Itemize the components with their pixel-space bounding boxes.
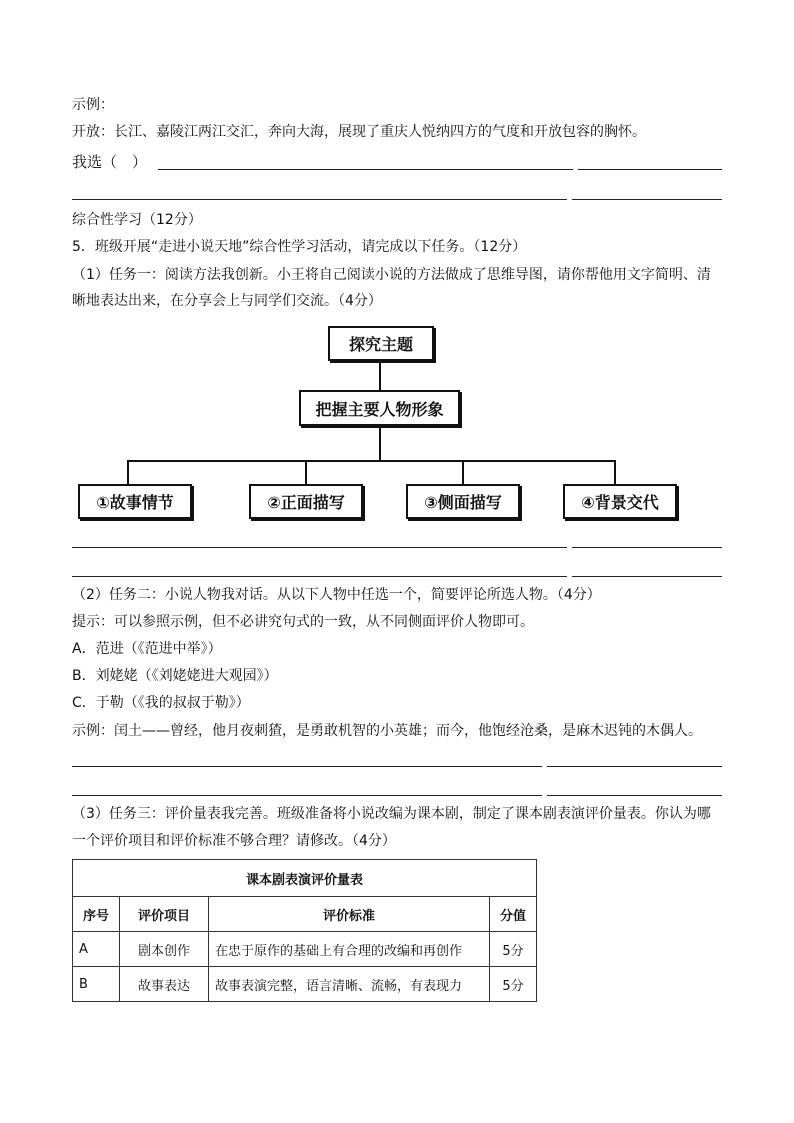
example-text: 开放：长江、嘉陵江两江交汇，奔向大海，展现了重庆人悦纳四方的气度和开放包容的胸怀。 [72, 124, 646, 140]
connector-line [614, 460, 616, 484]
connector-line [127, 460, 615, 462]
table-row [73, 967, 537, 1002]
table-row [73, 932, 537, 967]
task1-prompt-line2: 晰地表达出来，在分享会上与同学们交流。（4分） [72, 293, 382, 309]
example-label: 示例： [72, 97, 114, 113]
answer-line [572, 576, 722, 577]
header-standard: 评价标准 [209, 897, 490, 932]
answer-line [72, 547, 567, 548]
answer-line [158, 169, 573, 170]
mindmap-leaf-node: ②正面描写 [249, 484, 363, 519]
table-caption: 课本剧表演评价量表 [73, 860, 537, 897]
table-header-row [73, 897, 537, 932]
mindmap-leaf-node: ③侧面描写 [406, 484, 520, 519]
header-item: 评价项目 [120, 897, 209, 932]
mindmap-middle-node: 把握主要人物形象 [299, 390, 460, 426]
answer-line [572, 547, 722, 548]
task2-prompt: （2）任务二：小说人物我对话。从以下人物中任选一个，简要评论所选人物。（4分） [72, 587, 601, 603]
row-standard: 在忠于原作的基础上有合理的改编和再创作 [209, 932, 490, 967]
option-c: C．于勒（《我的叔叔于勒》） [72, 695, 250, 711]
option-b: B．刘姥姥（《刘姥姥进大观园》） [72, 668, 278, 684]
row-score: 5分 [490, 967, 537, 1002]
row-item: 故事表达 [120, 967, 209, 1002]
task1-prompt-line1: （1）任务一：阅读方法我创新。小王将自己阅读小说的方法做成了思维导图，请你帮他用文字简明、清 [72, 267, 711, 283]
answer-line [72, 795, 542, 796]
connector-line [462, 460, 464, 484]
task2-hint: 提示：可以参照示例，但不必讲究句式的一致，从不同侧面评价人物即可。 [72, 614, 534, 630]
question-5-title: 5．班级开展“走进小说天地”综合性学习活动，请完成以下任务。（12分） [72, 239, 527, 255]
row-index: B [73, 967, 120, 1002]
section-title: 综合性学习（12分） [72, 212, 202, 228]
answer-line [547, 795, 722, 796]
task3-prompt-line2: 一个评价项目和评价标准不够合理？请修改。（4分） [72, 833, 396, 849]
row-item: 剧本创作 [120, 932, 209, 967]
row-standard: 故事表演完整，语言清晰、流畅，有表现力 [209, 967, 490, 1002]
mindmap-root-node: 探究主题 [328, 326, 434, 361]
task3-prompt-line1: （3）任务三：评价量表我完善。班级准备将小说改编为课本剧，制定了课本剧表演评价量表。你认为哪 [72, 806, 711, 822]
mindmap-leaf-node: ①故事情节 [78, 484, 192, 519]
connector-line [379, 424, 381, 461]
row-score: 5分 [490, 932, 537, 967]
header-score: 分值 [490, 897, 537, 932]
connector-line [127, 460, 129, 484]
connector-line [379, 359, 381, 390]
option-a: A．范进（《范进中举》） [72, 641, 222, 657]
answer-line [578, 169, 722, 170]
header-index: 序号 [73, 897, 120, 932]
answer-line [72, 576, 567, 577]
answer-line [72, 766, 542, 767]
answer-line [72, 199, 567, 200]
row-index: A [73, 932, 120, 967]
answer-line [547, 766, 722, 767]
answer-line [572, 199, 722, 200]
mindmap-leaf-node: ④背景交代 [563, 484, 677, 519]
connector-line [305, 460, 307, 484]
evaluation-table [72, 859, 537, 1002]
my-choice-label: 我选（ ） [72, 153, 148, 171]
task2-example: 示例：闰土——曾经，他月夜刺猹，是勇敢机智的小英雄；而今，他饱经沧桑，是麻木迟钝的木偶人。 [72, 723, 702, 739]
